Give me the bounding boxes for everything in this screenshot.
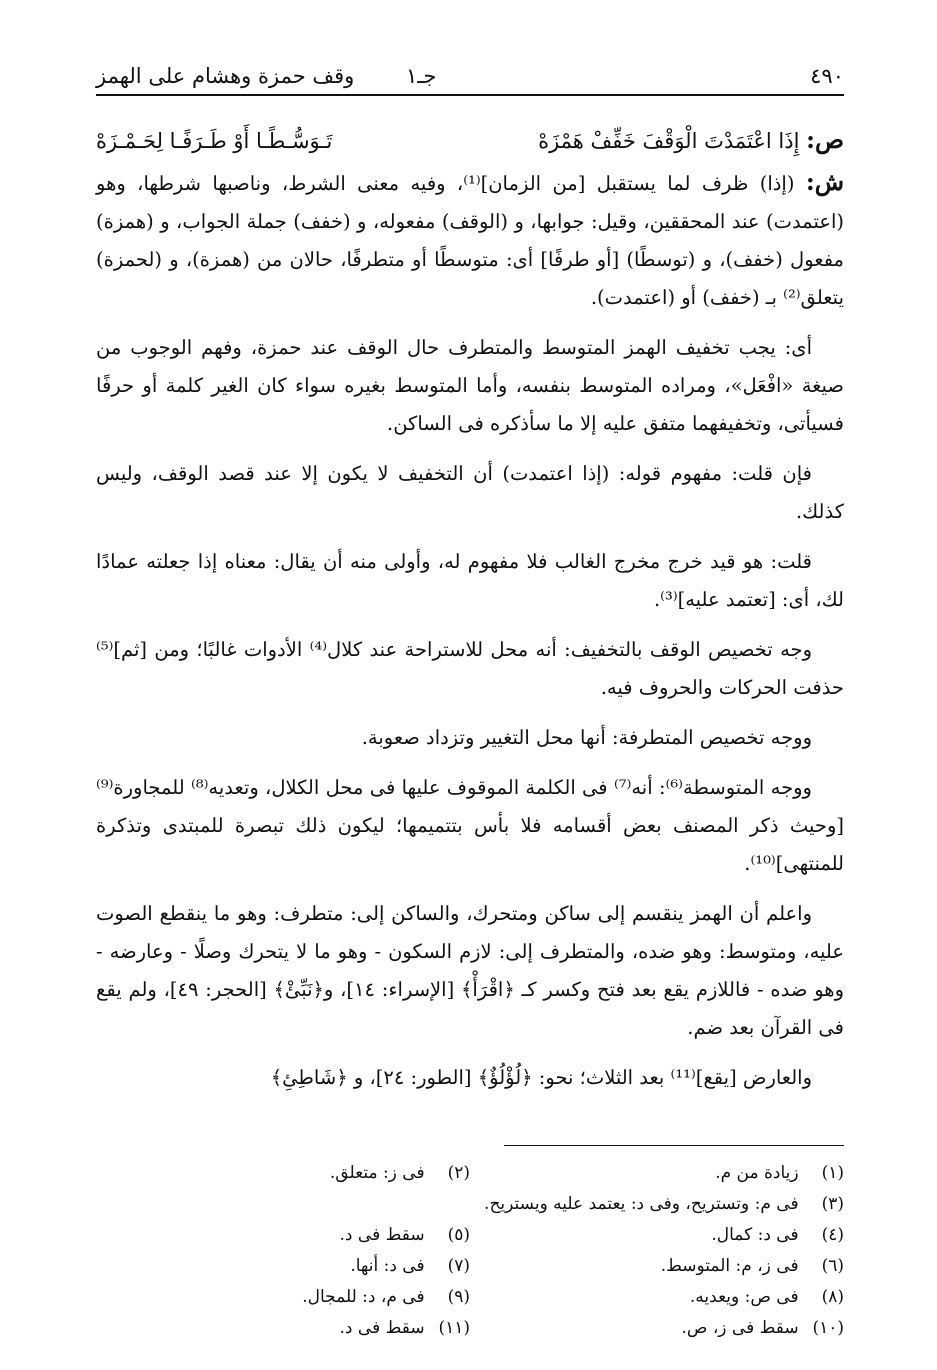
footnote-item (96, 1313, 470, 1344)
footnote-text: سقط فى د. (339, 1318, 425, 1338)
footnote-text: سقط فى د. (339, 1225, 425, 1245)
footnote-text: فى م: وتستريح، وفى د: يعتمد عليه ويستريح. (484, 1194, 799, 1214)
main-text (96, 120, 844, 1109)
commentary-paragraph-2: أى: يجب تخفيف الهمز المتوسط والمتطرف حال الوقف عند حمزة، وفهم الوجوب من صيغة «افْعَل»، ومراده المتوسط بنفسه، وأما المتوسط بغيره سواء كان الغير كلمة أو حرفًا فسيأتى، وتخفيفهما متفق عليه إلا ما سأذكره فى الساكن. (96, 336, 844, 435)
footnotes (96, 1158, 844, 1344)
footnote-row (96, 1251, 844, 1282)
running-header (96, 58, 844, 96)
footnote-item (470, 1220, 844, 1251)
footnote-text: فى د: أنها. (350, 1256, 425, 1276)
footnote-text: سقط فى ز، ص. (681, 1318, 799, 1338)
commentary-paragraph-9: والعارض [يقع]⁽¹¹⁾ بعد الثلاث؛ نحو: ﴿لُؤْلُؤٌ﴾ [الطور: ٢٤]، و ﴿شَاطِئِ﴾ (270, 1066, 812, 1089)
footnote-text: فى م، د: للمجال. (302, 1287, 425, 1307)
verse-hemistich-2: تَـوَسُّـطًـا أَوْ طَـرَفًـا لِحَـمْـزَهْ (96, 129, 333, 153)
commentary-paragraph-7: ووجه المتوسطة⁽⁶⁾: أنه⁽⁷⁾ فى الكلمة الموقوف عليها فى محل الكلال، وتعديه⁽⁸⁾ للمجاورة⁽⁹⁾ [وحيث ذكر المصنف بعض أقسامه فلا بأس بتتميمها؛ ليكون ذلك تبصرة للمبتدى وتذكرة للمنتهى]⁽¹⁰⁾. (96, 776, 844, 875)
footnote-text: فى ز: متعلق. (329, 1163, 425, 1183)
footnote-item (470, 1282, 844, 1313)
footnote-number: (١٠) (812, 1318, 844, 1338)
footnote-number: (١) (821, 1163, 844, 1183)
verse-first-half (538, 120, 844, 161)
footnote-row (96, 1282, 844, 1313)
footnote-number: (٤) (821, 1225, 844, 1245)
footnote-row (96, 1313, 844, 1344)
commentary-paragraph-3: فإن قلت: مفهوم قوله: (إذا اعتمدت) أن التخفيف لا يكون إلا عند قصد الوقف، وليس كذلك. (96, 462, 844, 523)
footnote-row (96, 1220, 844, 1251)
footnote-text: فى ز، م: المتوسط. (660, 1256, 799, 1276)
footnote-item (96, 1158, 470, 1189)
footnote-number: (٨) (821, 1287, 844, 1307)
commentary-paragraph-4: قلت: هو قيد خرج مخرج الغالب فلا مفهوم له، وأولى منه أن يقال: معناه إذا جعلته عمادًا لك، أى: [تعتمد عليه]⁽³⁾. (96, 550, 844, 611)
footnote-number: (٧) (447, 1256, 470, 1276)
commentary-text-1: (إذا) ظرف لما يستقبل [من الزمان]⁽¹⁾، وفيه معنى الشرط، وناصبها شرطها، وهو (اعتمدت) عند المحققين، وقيل: جوابها، و (الوقف) مفعوله، و (خفف) جملة الجواب، و (همزة) مفعول (خفف)، و (توسطًا) [أو طرفًا] أى: متوسطًا أو متطرفًا، حالان من (همزة)، و (لحمزة) يتعلق⁽²⁾ بـ (خفف) أو (اعتمدت). (96, 172, 844, 309)
footnote-number: (٩) (447, 1287, 470, 1307)
footnote-number: (١١) (438, 1318, 470, 1338)
running-title: وقف حمزة وهشام على الهمز (96, 64, 355, 88)
footnote-text: فى ص: ويعديه. (689, 1287, 799, 1307)
footnote-item (470, 1158, 844, 1189)
commentary-paragraph-8: واعلم أن الهمز ينقسم إلى ساكن ومتحرك، والساكن إلى: متطرف: وهو ما ينقطع الصوت عليه، ومتوسط: وهو ضده، والمتطرف إلى: لازم السكون - وهو ما لا يتحرك وصلًا - وعارضه - وهو ضده - فاللازم يقع بعد فتح وكسر كـ ﴿اقْرَأْ﴾ [الإسراء: ١٤]، و﴿نَبِّئْ﴾ [الحجر: ٤٩]، ولم يقع فى القرآن بعد ضم. (96, 902, 844, 1039)
footnote-number: (٥) (447, 1225, 470, 1245)
footnote-item (96, 1282, 470, 1313)
commentary-paragraph-6: ووجه تخصيص المتطرفة: أنها محل التغيير وتزداد صعوبة. (361, 726, 812, 749)
footnote-item (96, 1189, 844, 1220)
footnote-number: (٢) (447, 1163, 470, 1183)
footnote-row (96, 1158, 844, 1189)
volume-label: جـ١ (406, 64, 437, 88)
footnote-row (96, 1189, 844, 1220)
footnote-number: (٦) (821, 1256, 844, 1276)
footnote-item (470, 1251, 844, 1282)
commentary-paragraph-5: وجه تخصيص الوقف بالتخفيف: أنه محل للاستراحة عند كلال⁽⁴⁾ الأدوات غالبًا؛ ومن [ثم]⁽⁵⁾ حذفت الحركات والحروف فيه. (96, 638, 844, 699)
verse-label: ص: (806, 125, 844, 154)
book-page (96, 58, 844, 1338)
commentary-label: ش: (805, 167, 844, 196)
page-number: ٤٩٠ (810, 64, 844, 88)
footnote-number: (٣) (821, 1194, 844, 1214)
verse-line (96, 120, 844, 161)
commentary-paragraph-1 (96, 163, 844, 317)
footnote-item (96, 1251, 470, 1282)
footnote-item (96, 1220, 470, 1251)
footnote-item (470, 1313, 844, 1344)
verse-hemistich-1: إِذَا اعْتَمَدْتَ الْوَقْفَ خَفِّفْ هَمْزَهْ (538, 129, 800, 153)
footnote-text: فى د: كمال. (711, 1225, 799, 1245)
footnote-separator (504, 1145, 844, 1146)
footnote-text: زيادة من م. (715, 1163, 799, 1183)
